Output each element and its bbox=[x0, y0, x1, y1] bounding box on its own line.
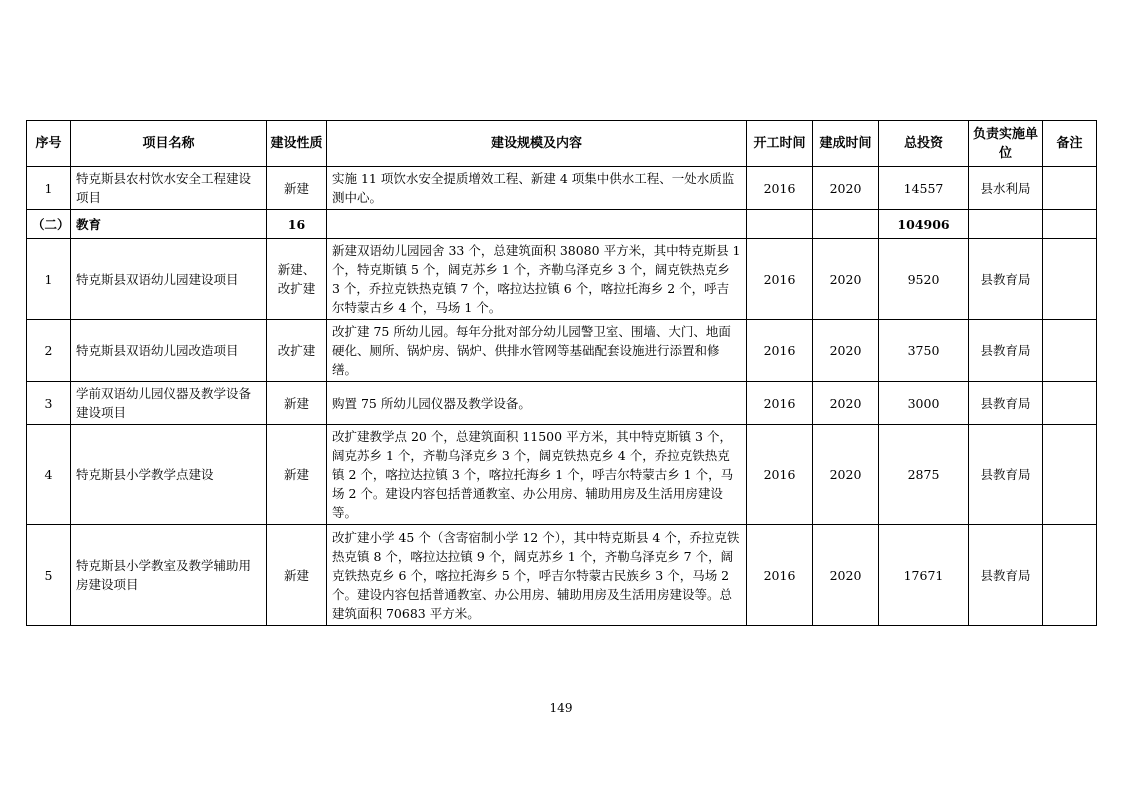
cell-unit bbox=[969, 210, 1043, 239]
cell-nature: 改扩建 bbox=[267, 320, 327, 382]
cell-investment: 2875 bbox=[879, 425, 969, 525]
cell-end: 2020 bbox=[813, 239, 879, 320]
cell-end: 2020 bbox=[813, 425, 879, 525]
cell-unit: 县水利局 bbox=[969, 167, 1043, 210]
cell-content: 新建双语幼儿园园舍 33 个，总建筑面积 38080 平方米，其中特克斯县 1 个，特克斯镇 5 个，阔克苏乡 1 个，齐勒乌泽克乡 3 个，阔克铁热克乡 3 个，乔拉克铁热克镇 7 个，喀拉达拉镇 6 个，喀拉托海乡 2 个，呼吉尔特蒙古乡 4 个，马场 1 个。 bbox=[327, 239, 747, 320]
cell-investment: 104906 bbox=[879, 210, 969, 239]
cell-unit: 县教育局 bbox=[969, 525, 1043, 626]
cell-note bbox=[1043, 239, 1097, 320]
cell-content: 实施 11 项饮水安全提质增效工程、新建 4 项集中供水工程、一处水质监测中心。 bbox=[327, 167, 747, 210]
cell-name: 特克斯县双语幼儿园改造项目 bbox=[71, 320, 267, 382]
header-content: 建设规模及内容 bbox=[327, 121, 747, 167]
cell-no: 1 bbox=[27, 239, 71, 320]
cell-nature: 新建、改扩建 bbox=[267, 239, 327, 320]
cell-no: 1 bbox=[27, 167, 71, 210]
cell-name: 特克斯县小学教室及教学辅助用房建设项目 bbox=[71, 525, 267, 626]
cell-no: （二） bbox=[27, 210, 71, 239]
table-row bbox=[27, 425, 1097, 525]
header-nature: 建设性质 bbox=[267, 121, 327, 167]
header-investment: 总投资 bbox=[879, 121, 969, 167]
cell-nature: 16 bbox=[267, 210, 327, 239]
project-table bbox=[26, 120, 1097, 626]
cell-note bbox=[1043, 425, 1097, 525]
cell-note bbox=[1043, 167, 1097, 210]
cell-content bbox=[327, 210, 747, 239]
cell-name: 特克斯县小学教学点建设 bbox=[71, 425, 267, 525]
header-end: 建成时间 bbox=[813, 121, 879, 167]
cell-content: 购置 75 所幼儿园仪器及教学设备。 bbox=[327, 382, 747, 425]
cell-start: 2016 bbox=[747, 525, 813, 626]
cell-note bbox=[1043, 210, 1097, 239]
table-row bbox=[27, 525, 1097, 626]
cell-end: 2020 bbox=[813, 167, 879, 210]
cell-start: 2016 bbox=[747, 382, 813, 425]
cell-name: 教育 bbox=[71, 210, 267, 239]
cell-nature: 新建 bbox=[267, 525, 327, 626]
header-name: 项目名称 bbox=[71, 121, 267, 167]
cell-unit: 县教育局 bbox=[969, 320, 1043, 382]
cell-start: 2016 bbox=[747, 320, 813, 382]
cell-investment: 3000 bbox=[879, 382, 969, 425]
cell-nature: 新建 bbox=[267, 425, 327, 525]
cell-content: 改扩建 75 所幼儿园。每年分批对部分幼儿园警卫室、围墙、大门、地面硬化、厕所、锅炉房、锅炉、供排水管网等基础配套设施进行添置和修缮。 bbox=[327, 320, 747, 382]
cell-no: 3 bbox=[27, 382, 71, 425]
cell-start: 2016 bbox=[747, 239, 813, 320]
table-row bbox=[27, 239, 1097, 320]
cell-content: 改扩建教学点 20 个，总建筑面积 11500 平方米，其中特克斯镇 3 个，阔克苏乡 1 个，齐勒乌泽克乡 3 个，阔克铁热克乡 4 个，乔拉克铁热克镇 2 个，喀拉达拉镇 3 个，喀拉托海乡 1 个，呼吉尔特蒙古乡 1 个，马场 2 个。建设内容包括普通教室、办公用房、辅助用房及生活用房建设等。 bbox=[327, 425, 747, 525]
cell-no: 4 bbox=[27, 425, 71, 525]
cell-note bbox=[1043, 382, 1097, 425]
cell-note bbox=[1043, 320, 1097, 382]
cell-unit: 县教育局 bbox=[969, 382, 1043, 425]
cell-no: 2 bbox=[27, 320, 71, 382]
cell-end: 2020 bbox=[813, 382, 879, 425]
cell-no: 5 bbox=[27, 525, 71, 626]
cell-note bbox=[1043, 525, 1097, 626]
cell-nature: 新建 bbox=[267, 382, 327, 425]
cell-name: 特克斯县双语幼儿园建设项目 bbox=[71, 239, 267, 320]
cell-unit: 县教育局 bbox=[969, 425, 1043, 525]
table-row bbox=[27, 320, 1097, 382]
cell-unit: 县教育局 bbox=[969, 239, 1043, 320]
table-header-row bbox=[27, 121, 1097, 167]
cell-start: 2016 bbox=[747, 425, 813, 525]
cell-investment: 14557 bbox=[879, 167, 969, 210]
header-start: 开工时间 bbox=[747, 121, 813, 167]
cell-investment: 3750 bbox=[879, 320, 969, 382]
cell-investment: 9520 bbox=[879, 239, 969, 320]
cell-nature: 新建 bbox=[267, 167, 327, 210]
cell-start bbox=[747, 210, 813, 239]
table-row bbox=[27, 167, 1097, 210]
cell-end bbox=[813, 210, 879, 239]
cell-start: 2016 bbox=[747, 167, 813, 210]
cell-content: 改扩建小学 45 个（含寄宿制小学 12 个），其中特克斯县 4 个，乔拉克铁热克镇 8 个，喀拉达拉镇 9 个，阔克苏乡 1 个，齐勒乌泽克乡 7 个，阔克铁热克乡 6 个，喀拉托海乡 5 个，呼吉尔特蒙古民族乡 3 个，马场 2 个。建设内容包括普通教室、办公用房、辅助用房及生活用房建设等。总建筑面积 70683 平方米。 bbox=[327, 525, 747, 626]
cell-end: 2020 bbox=[813, 525, 879, 626]
cell-investment: 17671 bbox=[879, 525, 969, 626]
cell-name: 学前双语幼儿园仪器及教学设备建设项目 bbox=[71, 382, 267, 425]
section-row bbox=[27, 210, 1097, 239]
header-unit: 负责实施单位 bbox=[969, 121, 1043, 167]
header-note: 备注 bbox=[1043, 121, 1097, 167]
cell-end: 2020 bbox=[813, 320, 879, 382]
page-number: 149 bbox=[549, 701, 573, 715]
header-no: 序号 bbox=[27, 121, 71, 167]
table-row bbox=[27, 382, 1097, 425]
cell-name: 特克斯县农村饮水安全工程建设项目 bbox=[71, 167, 267, 210]
